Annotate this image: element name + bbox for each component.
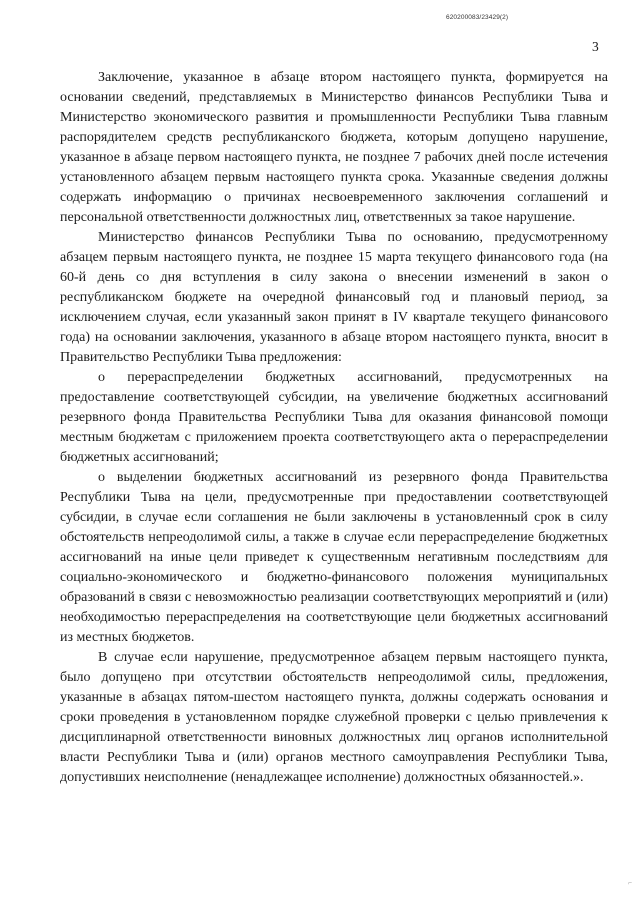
paragraph-official-inspection: В случае если нарушение, предусмотренное абзацем первым настоящего пункта, было допущено при отсутствии обстоятельств непреодолимой силы, предложения, указанные в абзацах пятом-шестом настоящего пункта, должны содержать основания и сроки проведения в установленном порядке служебной проверки с целью привлечения к дисциплинарной ответственности виновных должностных лиц органов исполнительной власти Республики Тыва и (или) органов местного самоуправления Республики Тыва, допустивших неисполнение (ненадлежащее исполнение) должностных обязанностей.». [60,650,608,785]
document-body [60,68,608,788]
document-id: 620200083/23429(2) [446,14,509,21]
paragraph-reserve-fund: о выделении бюджетных ассигнований из резервного фонда Правительства Республики Тыва на цели, предусмотренные при предоставлении соответствующей субсидии, в случае если соглашения не были заключены в установленный срок в силу обстоятельств непреодолимой силы, а также в случае если перераспределение бюджетных ассигнований на иные цели приведет к существенным негативным последствиям для социально-экономического и бюджетно-финансового положения муниципальных образований в связи с невозможностью реализации соответствующих мероприятий и (или) необходимостью перераспределения на соответствующие цели бюджетных ассигнований из местных бюджетов. [60,470,608,645]
corner-scan-mark: ⌐ [628,879,632,887]
paragraph-ministry-proposals: Министерство финансов Республики Тыва по основанию, предусмотренному абзацем первым настоящего пункта, не позднее 15 марта текущего финансового года (на 60-й день со дня вступления в силу закона о внесении изменений в закон о республиканском бюджете на очередной финансовый год и плановый период, за исключением случая, если указанный закон принят в IV квартале текущего финансового года) на основании заключения, указанного в абзаце втором настоящего пункта, вносит в Правительство Республики Тыва предложения: [60,230,608,365]
paragraph-redistribution: о перераспределении бюджетных ассигнований, предусмотренных на предоставление соответствующей субсидии, на увеличение бюджетных ассигнований резервного фонда Правительства Республики Тыва для оказания финансовой помощи местным бюджетам с приложением проекта соответствующего акта о перераспределении бюджетных ассигнований; [60,370,608,465]
paragraph-conclusion-basis: Заключение, указанное в абзаце втором настоящего пункта, формируется на основании сведений, представляемых в Министерство финансов Республики Тыва и Министерство экономического развития и промышленности Республики Тыва главным распорядителем средств республиканского бюджета, которым допущено нарушение, указанное в абзаце первом настоящего пункта, не позднее 7 рабочих дней после истечения установленного абзацем первым настоящего пункта срока. Указанные сведения должны содержать информацию о причинах несвоевременного заключения соглашений и персональной ответственности должностных лиц, ответственных за такое нарушение. [60,70,608,225]
page-number: 3 [592,39,599,54]
